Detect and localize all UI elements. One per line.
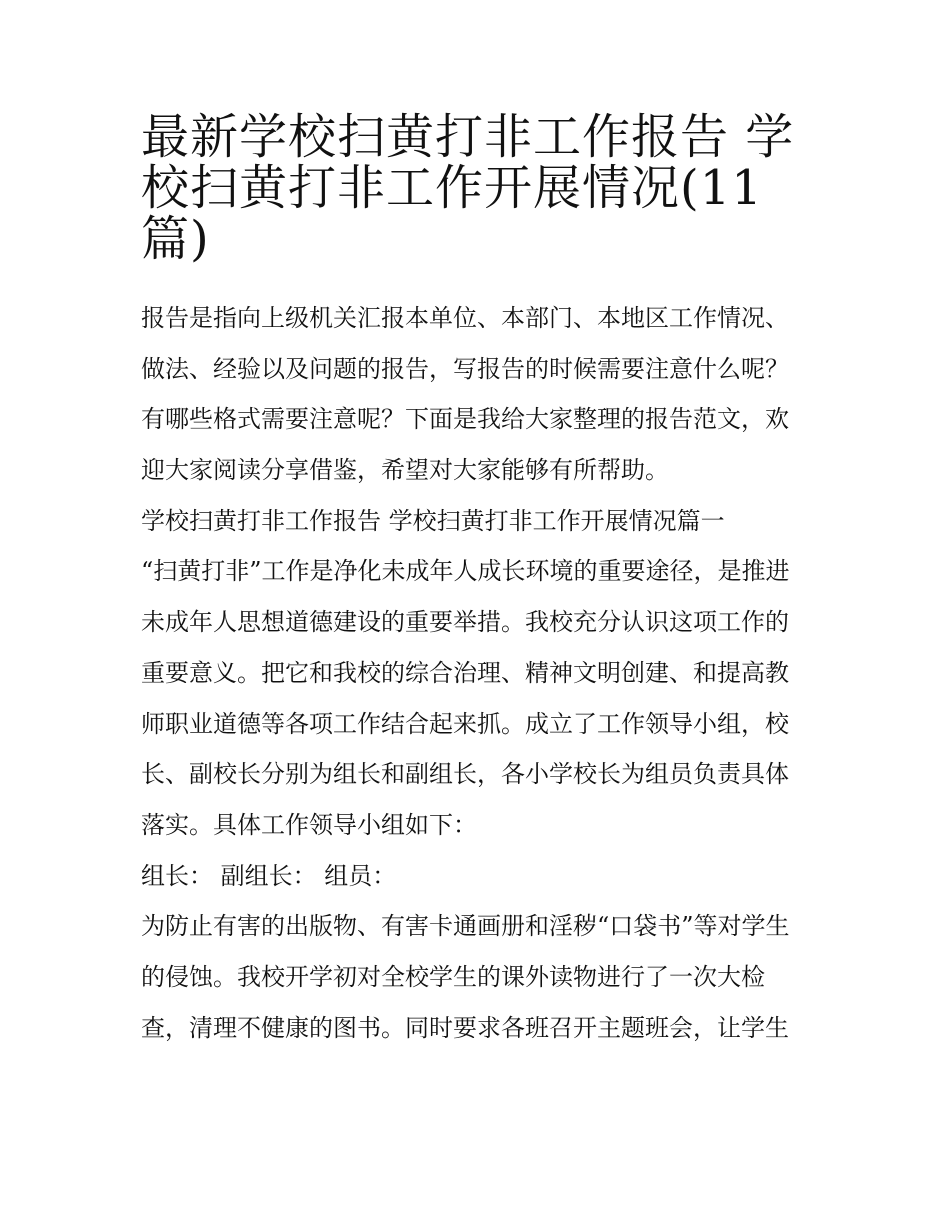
section-heading: 学校扫黄打非工作报告 学校扫黄打非工作开展情况篇一 <box>141 506 725 535</box>
body-line: 为防止有害的出版物、有害卡通画册和淫秽“口袋书”等对学生 <box>141 912 790 941</box>
body-line: 迎大家阅读分享借鉴，希望对大家能够有所帮助。 <box>141 456 669 485</box>
body-line: 组长： 副组长： 组员： <box>141 861 397 890</box>
body-line: 做法、经验以及问题的报告，写报告的时候需要注意什么呢？ <box>141 354 789 383</box>
body-line: 落实。具体工作领导小组如下： <box>141 810 477 839</box>
body-line: 重要意义。把它和我校的综合治理、精神文明创建、和提高教 <box>141 658 789 687</box>
body-line: 师职业道德等各项工作结合起来抓。成立了工作领导小组，校 <box>141 709 789 738</box>
body-line: “扫黄打非”工作是净化未成年人成长环境的重要途径，是推进 <box>141 557 790 586</box>
document-body <box>141 293 820 1053</box>
body-line: 查，清理不健康的图书。同时要求各班召开主题班会，让学生 <box>141 1013 789 1042</box>
title-line: 篇) <box>141 211 210 267</box>
document-title <box>141 109 820 267</box>
body-line: 长、副校长分别为组长和副组长，各小学校长为组员负责具体 <box>141 760 789 789</box>
body-line: 有哪些格式需要注意呢？下面是我给大家整理的报告范文，欢 <box>141 405 789 434</box>
title-line: 校扫黄打非工作开展情况(11 <box>141 160 763 216</box>
body-line: 报告是指向上级机关汇报本单位、本部门、本地区工作情况、 <box>141 304 789 332</box>
body-line: 的侵蚀。我校开学初对全校学生的课外读物进行了一次大检 <box>141 962 765 991</box>
body-line: 未成年人思想道德建设的重要举措。我校充分认识这项工作的 <box>141 608 789 637</box>
title-line: 最新学校扫黄打非工作报告 学 <box>141 109 795 165</box>
